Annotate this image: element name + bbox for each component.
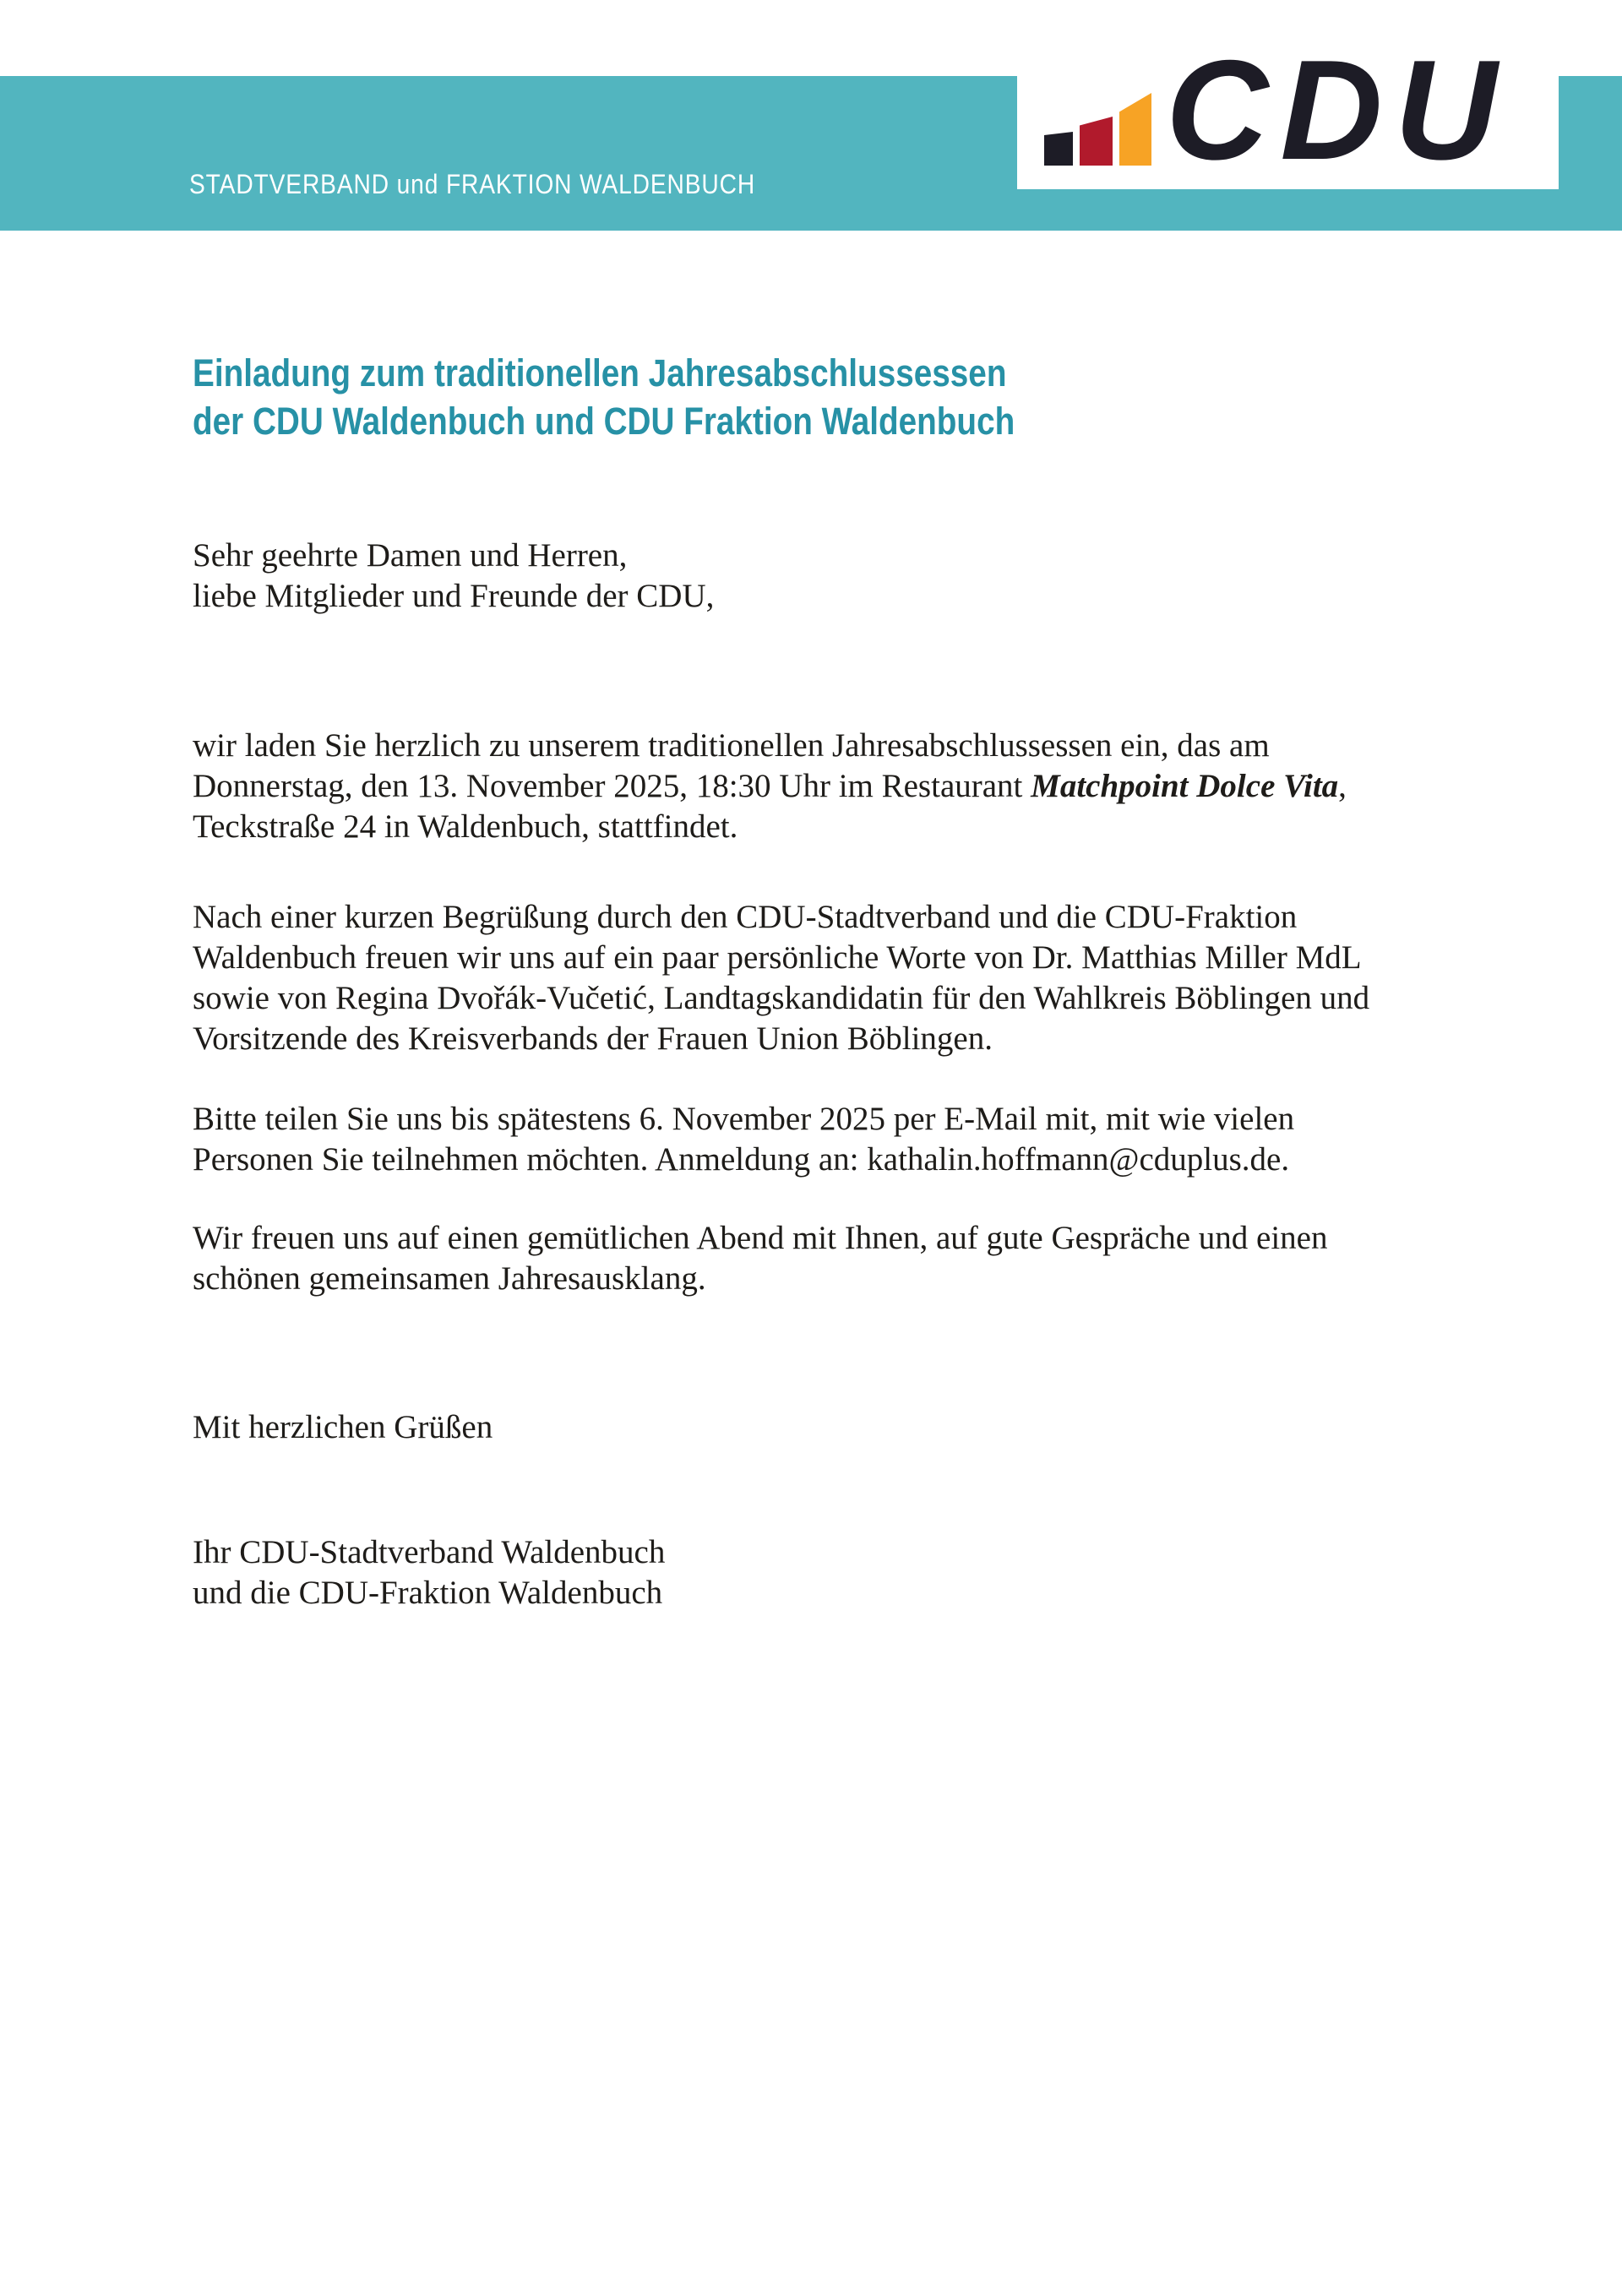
cdu-logo-text: CDU — [1166, 30, 1509, 189]
signature-line-1: Ihr CDU-Stadtverband Waldenbuch — [193, 1534, 666, 1570]
paragraph-outlook — [193, 1218, 1327, 1299]
letter-title — [193, 349, 1015, 445]
paragraph-rsvp-line-2: Personen Sie teilnehmen möchten. Anmeldung an: kathalin.hoffmann@cduplus.de. — [193, 1141, 1290, 1178]
paragraph-rsvp — [193, 1099, 1294, 1180]
paragraph-invitation — [193, 726, 1347, 847]
paragraph-program-line-2: Waldenbuch freuen wir uns auf ein paar persönliche Worte von Dr. Matthias Miller MdL — [193, 939, 1362, 976]
cdu-logo — [1017, 30, 1559, 189]
paragraph-program-line-4: Vorsitzende des Kreisverbands der Frauen Union Böblingen. — [193, 1020, 993, 1057]
paragraph-invitation-line-3: Teckstraße 24 in Waldenbuch, stattfindet. — [193, 808, 738, 845]
invitation-line2-comma: , — [1338, 768, 1347, 804]
salutation-line-2: liebe Mitglieder und Freunde der CDU, — [193, 578, 715, 614]
logo-bar-red — [1080, 117, 1113, 166]
salutation-line-1: Sehr geehrte Damen und Herren, — [193, 537, 628, 574]
header-band-label: STADTVERBAND und FRAKTION WALDENBUCH — [189, 169, 756, 199]
paragraph-program-line-1: Nach einer kurzen Begrüßung durch den CDU-Stadtverband und die CDU-Fraktion — [193, 899, 1298, 935]
paragraph-program-line-3: sowie von Regina Dvořák-Vučetić, Landtagskandidatin für den Wahlkreis Böblingen und — [193, 980, 1370, 1016]
paragraph-invitation-line-2 — [193, 766, 1347, 807]
paragraph-program — [193, 897, 1369, 1059]
letter-title-line-2: der CDU Waldenbuch und CDU Fraktion Waldenbuch — [193, 400, 1015, 443]
paragraph-outlook-line-2: schönen gemeinsamen Jahresausklang. — [193, 1260, 706, 1297]
letter-title-line-1: Einladung zum traditionellen Jahresabschlussessen — [193, 351, 1007, 394]
paragraph-invitation-line-1: wir laden Sie herzlich zu unserem traditionellen Jahresabschlussessen ein, das am — [193, 727, 1270, 764]
signature — [193, 1532, 665, 1613]
salutation — [193, 536, 714, 617]
invitation-date-text: Donnerstag, den 13. November 2025, 18:30 Uhr im Restaurant — [193, 768, 1031, 804]
paragraph-rsvp-line-1: Bitte teilen Sie uns bis spätestens 6. November 2025 per E-Mail mit, mit wie vielen — [193, 1101, 1295, 1137]
signature-line-2: und die CDU-Fraktion Waldenbuch — [193, 1575, 663, 1611]
paragraph-outlook-line-1: Wir freuen uns auf einen gemütlichen Abend mit Ihnen, auf gute Gespräche und einen — [193, 1220, 1328, 1256]
restaurant-name: Matchpoint Dolce Vita — [1031, 768, 1339, 804]
logo-bar-orange — [1119, 93, 1151, 166]
closing-greeting: Mit herzlichen Grüßen — [193, 1409, 493, 1445]
cdu-logo-bars-icon — [1044, 93, 1151, 166]
logo-bar-black — [1044, 132, 1073, 166]
